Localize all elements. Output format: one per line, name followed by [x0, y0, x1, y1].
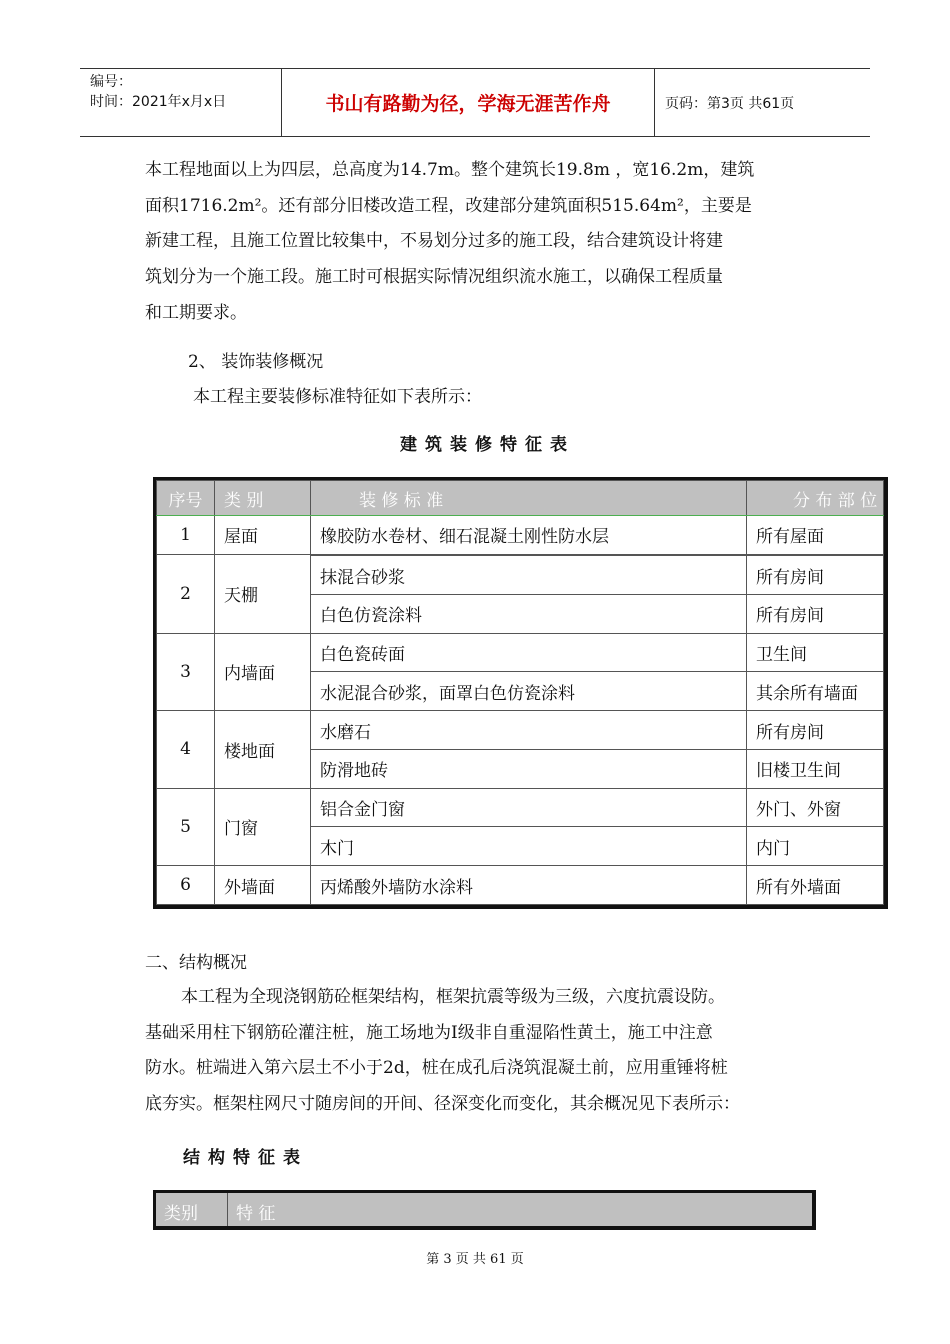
struct-line: 基础采用柱下钢筋砼灌注桩，施工场地为Ⅰ级非自重湿陷性黄土，施工中注意: [145, 1022, 713, 1043]
row-standard: 抹混合砂浆: [311, 556, 747, 595]
table-row: [157, 788, 884, 827]
row-location: 其余所有墙面: [747, 672, 884, 711]
intro-line: 和工期要求。: [145, 302, 247, 323]
struct-line: 防水。桩端进入第六层土不小于2d，桩在成孔后浇筑混凝土前，应用重锤将桩: [145, 1058, 728, 1079]
row-location: 卫生间: [747, 633, 884, 672]
row-location: 旧楼卫生间: [747, 749, 884, 788]
header-page-info: 页码：第3页 共61页: [665, 95, 795, 112]
row-category: 门窗: [215, 788, 311, 866]
struct-table: [153, 1190, 816, 1230]
row-standard: 白色仿瓷涂料: [311, 594, 747, 633]
header-cell: 特 征: [228, 1193, 812, 1226]
page-header: [80, 68, 870, 137]
intro-line: 新建工程，且施工位置比较集中，不易划分过多的施工段，结合建筑设计将建: [145, 231, 723, 252]
row-number: 2: [157, 554, 215, 633]
row-category: 天棚: [215, 554, 311, 633]
row-standard: 水磨石: [311, 711, 747, 750]
row-standard: 防滑地砖: [311, 749, 747, 788]
struct-table-title: 结构特征表: [183, 1148, 308, 1168]
row-standard: 丙烯酸外墙防水涂料: [311, 866, 747, 905]
header-meta: [80, 69, 282, 136]
header-number: 编号：: [90, 74, 132, 90]
row-location: 所有外墙面: [747, 866, 884, 905]
intro-paragraph: [145, 153, 810, 332]
row-category: 外墙面: [215, 866, 311, 905]
header-motto: 书山有路勤为径，学海无涯苦作舟: [282, 69, 655, 136]
row-location: 外门、外窗: [747, 788, 884, 827]
row-category: 内墙面: [215, 633, 311, 711]
header-cell: 序号: [157, 481, 215, 516]
struct-paragraph: [145, 980, 810, 1123]
deco-table-title: 建筑装修特征表: [400, 435, 575, 455]
struct-line: 底夯实。框架柱网尺寸随房间的开间、径深变化而变化，其余概况见下表所示：: [145, 1094, 740, 1115]
row-standard: 水泥混合砂浆，面罩白色仿瓷涂料: [311, 672, 747, 711]
row-standard: 木门: [311, 827, 747, 866]
row-standard: 铝合金门窗: [311, 788, 747, 827]
header-cell: 类 别: [215, 481, 311, 516]
header-cell: 类别: [156, 1193, 228, 1226]
row-category: 楼地面: [215, 711, 311, 789]
table-row: [157, 711, 884, 750]
struct-line: 本工程为全现浇钢筋砼框架结构，框架抗震等级为三级，六度抗震设防。: [181, 987, 725, 1007]
table-row: [157, 866, 884, 905]
table-row: [157, 633, 884, 672]
row-number: 4: [157, 711, 215, 789]
row-standard: 橡胶防水卷材、细石混凝土刚性防水层: [311, 516, 747, 555]
header-cell: 分 布 部 位: [747, 481, 884, 516]
deco-table: [153, 477, 888, 909]
row-location: 所有屋面: [747, 516, 884, 555]
row-location: 所有房间: [747, 711, 884, 750]
intro-line: 筑划分为一个施工段。施工时可根据实际情况组织流水施工，以确保工程质量: [145, 267, 723, 288]
intro-line: 面积1716.2m²。还有部分旧楼改造工程，改建部分建筑面积515.64m²，主要是: [145, 195, 752, 216]
header-cell: 装 修 标 准: [311, 481, 747, 516]
section2-heading: 2、 装饰装修概况: [188, 352, 324, 372]
row-location: 所有房间: [747, 594, 884, 633]
table-header-row: [157, 481, 884, 516]
header-time: 时间：2021年x月x日: [90, 94, 227, 110]
row-number: 1: [157, 516, 215, 555]
table-row: [157, 516, 884, 555]
page-footer: 第 3 页 共 61 页: [426, 1252, 524, 1267]
section2-intro: 本工程主要装修标准特征如下表所示：: [193, 387, 482, 407]
row-number: 6: [157, 866, 215, 905]
row-location: 内门: [747, 827, 884, 866]
row-category: 屋面: [215, 516, 311, 555]
row-location: 所有房间: [747, 556, 884, 595]
row-number: 5: [157, 788, 215, 866]
row-standard: 白色瓷砖面: [311, 633, 747, 672]
intro-line: 本工程地面以上为四层，总高度为14.7m。整个建筑长19.8m ，宽16.2m，建筑: [145, 160, 755, 180]
row-number: 3: [157, 633, 215, 711]
struct-section-heading: 二、结构概况: [145, 953, 247, 973]
